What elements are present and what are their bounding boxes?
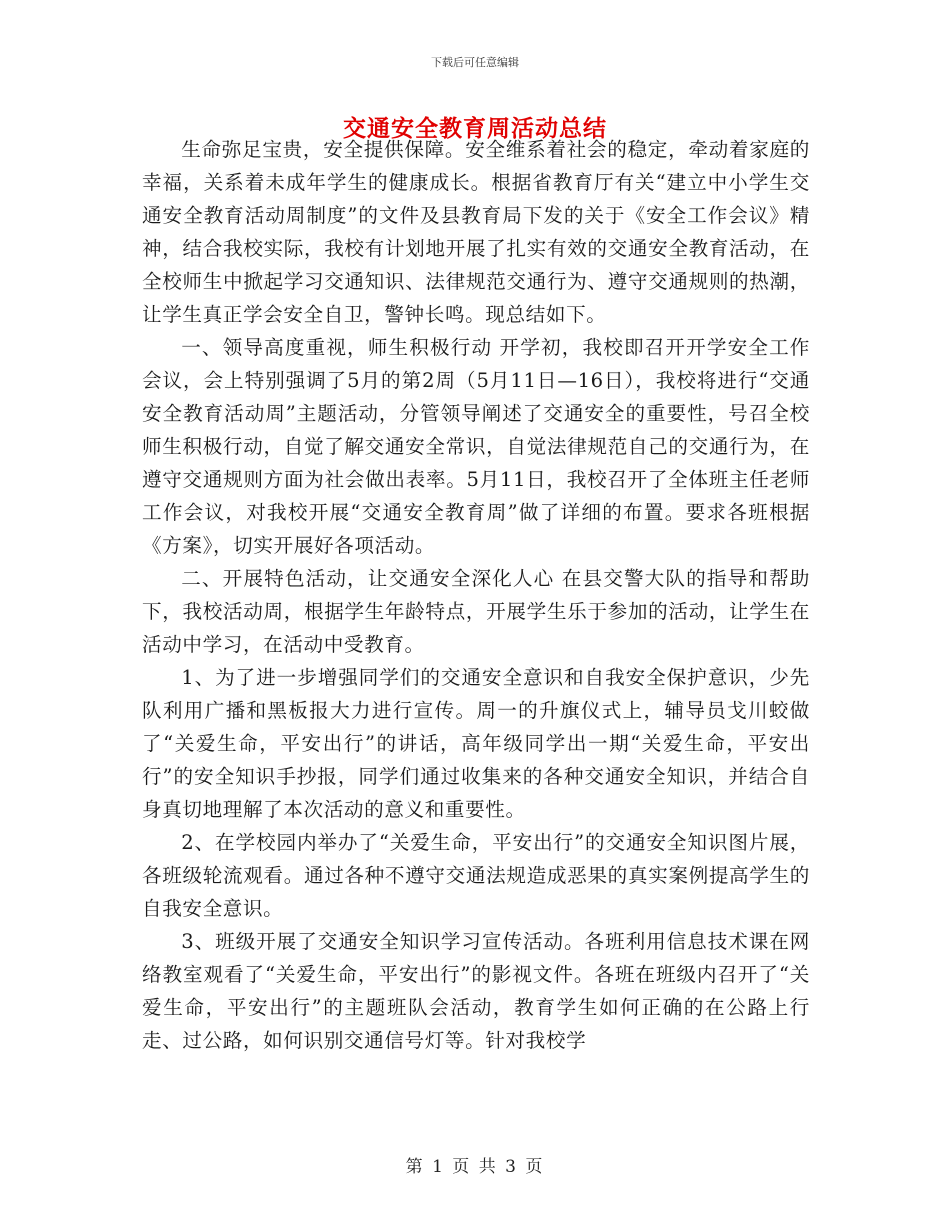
paragraph-item-3: 3、班级开展了交通安全知识学习宣传活动。各班利用信息技术课在网络教室观看了“关爱生命，平安出行”的影视文件。各班在班级内召开了“关爱生命，平安出行”的主题班队会活动，教育学生如何正确的在公路上行走、过公路，如何识别交通信号灯等。针对我校学 (142, 930, 810, 1052)
paragraph-item-1: 1、为了进一步增强同学们的交通安全意识和自我安全保护意识，少先队利用广播和黑板报大力进行宣传。周一的升旗仪式上，辅导员戈川蛟做了“关爱生命，平安出行”的讲话，高年级同学出一期“关爱生命，平安出行”的安全知识手抄报，同学们通过收集来的各种交通安全知识，并结合自身真切地理解了本次活动的意义和重要性。 (142, 666, 810, 821)
document-title: 交通安全教育周活动总结 (343, 115, 607, 142)
document-body (142, 133, 810, 1057)
paragraph-section-2: 二、开展特色活动，让交通安全深化人心 在县交警大队的指导和帮助下，我校活动周，根据学生年龄特点，开展学生乐于参加的活动，让学生在活动中学习，在活动中受教育。 (142, 567, 810, 656)
page-number: 第 1 页 共 3 页 (405, 1157, 545, 1177)
header-note: 下载后可任意编辑 (431, 56, 519, 69)
paragraph-item-2: 2、在学校园内举办了“关爱生命，平安出行”的交通安全知识图片展，各班级轮流观看。通过各种不遵守交通法规造成恶果的真实案例提高学生的自我安全意识。 (142, 831, 810, 920)
paragraph-intro: 生命弥足宝贵，安全提供保障。安全维系着社会的稳定，牵动着家庭的幸福，关系着未成年学生的健康成长。根据省教育厅有关“建立中小学生交通安全教育活动周制度”的文件及县教育局下发的关于《安全工作会议》精神，结合我校实际，我校有计划地开展了扎实有效的交通安全教育活动，在全校师生中掀起学习交通知识、法律规范交通行为、遵守交通规则的热潮，让学生真正学会安全自卫，警钟长鸣。现总结如下。 (142, 138, 810, 326)
paragraph-section-1: 一、领导高度重视，师生积极行动 开学初，我校即召开开学安全工作会议，会上特别强调了5月的第2周（5月11日—16日），我校将进行“交通安全教育活动周”主题活动，分管领导阐述了交通安全的重要性，号召全校师生积极行动，自觉了解交通安全常识，自觉法律规范自己的交通行为，在遵守交通规则方面为社会做出表率。5月11日，我校召开了全体班主任老师工作会议，对我校开展“交通安全教育周”做了详细的布置。要求各班根据《方案》，切实开展好各项活动。 (142, 336, 810, 557)
